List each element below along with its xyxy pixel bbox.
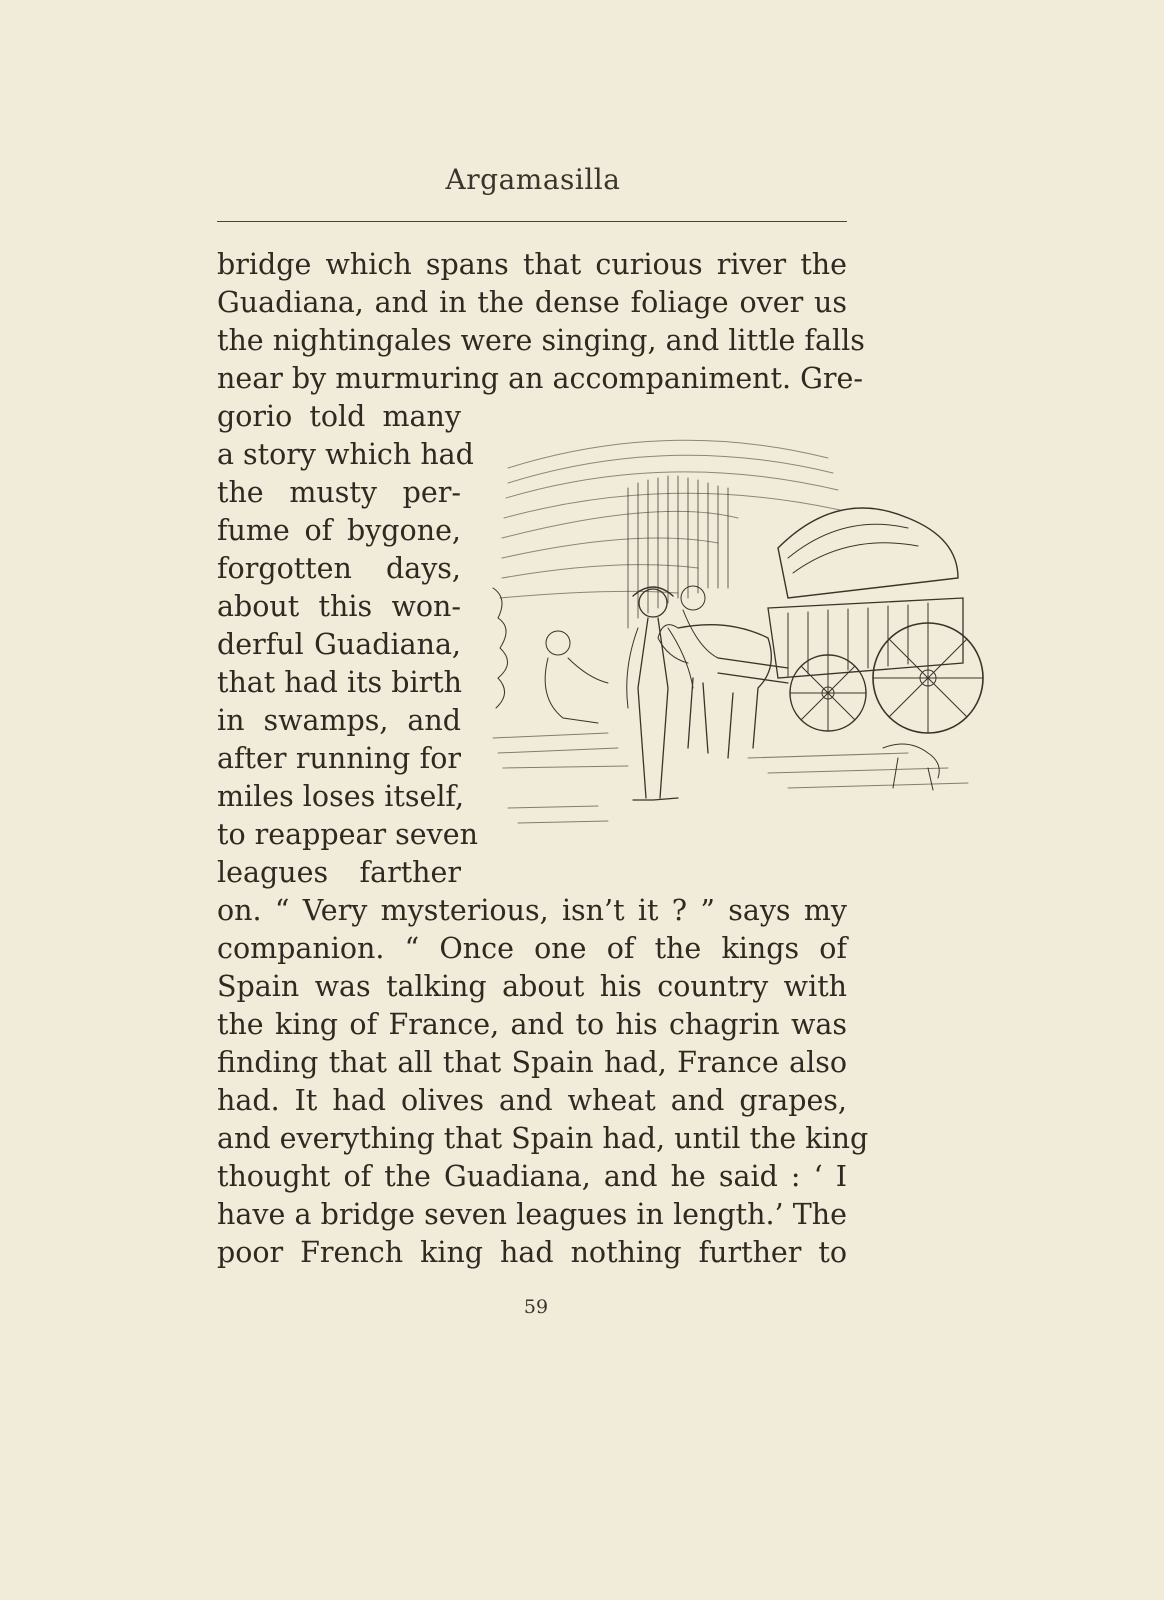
running-head: Argamasilla bbox=[445, 163, 621, 196]
text-line: forgotten days, bbox=[217, 552, 461, 585]
text-line: miles loses itself, bbox=[217, 780, 465, 813]
text-line: and everything that Spain had, until the king bbox=[217, 1122, 869, 1155]
text-line: near by murmuring an accompaniment. Gre- bbox=[217, 362, 863, 395]
header-rule bbox=[217, 221, 847, 222]
text-line: to reappear seven bbox=[217, 818, 478, 851]
text-line: a story which had bbox=[217, 438, 474, 471]
text-line: have a bridge seven leagues in length.’ The bbox=[217, 1198, 847, 1231]
text-line: Spain was talking about his country with bbox=[217, 970, 847, 1003]
text-line: in swamps, and bbox=[217, 704, 461, 737]
wagon-engraving-icon bbox=[488, 428, 986, 890]
text-line: Guadiana, and in the dense foliage over us bbox=[217, 286, 847, 319]
text-line: fume of bygone, bbox=[217, 514, 461, 547]
text-line: about this won- bbox=[217, 590, 461, 623]
text-line: finding that all that Spain had, France also bbox=[217, 1046, 847, 1079]
text-line: leagues farther bbox=[217, 856, 461, 889]
text-line: had. It had olives and wheat and grapes, bbox=[217, 1084, 847, 1117]
text-line: the musty per- bbox=[217, 476, 461, 509]
text-line: the king of France, and to his chagrin was bbox=[217, 1008, 847, 1041]
text-line: companion. “ Once one of the kings of bbox=[217, 932, 847, 965]
text-line: thought of the Guadiana, and he said : ‘ I bbox=[217, 1160, 847, 1193]
text-line: after running for bbox=[217, 742, 461, 775]
text-line: derful Guadiana, bbox=[217, 628, 461, 661]
text-line: on. “ Very mysterious, isn’t it ? ” says my bbox=[217, 894, 847, 927]
text-line: bridge which spans that curious river the bbox=[217, 248, 847, 281]
text-line: the nightingales were singing, and little falls bbox=[217, 324, 865, 357]
text-line: gorio told many bbox=[217, 400, 461, 433]
page-number: 59 bbox=[523, 1296, 549, 1318]
text-line: that had its birth bbox=[217, 666, 463, 699]
text-line: poor French king had nothing further to bbox=[217, 1236, 847, 1269]
